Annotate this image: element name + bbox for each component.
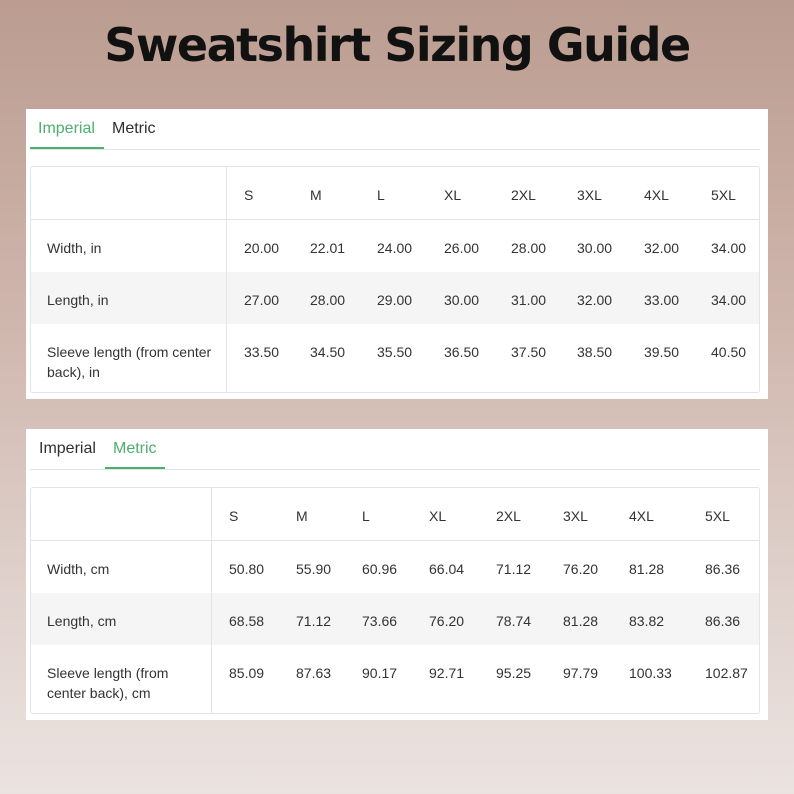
size-header: S — [244, 187, 254, 203]
table-cell: 55.90 — [296, 561, 332, 577]
table-row — [31, 324, 759, 393]
table-cell: 102.87 — [705, 665, 748, 681]
table-cell: 33.00 — [644, 292, 680, 308]
table-cell: 35.50 — [377, 344, 413, 360]
table-cell: 100.33 — [629, 665, 672, 681]
size-header: S — [229, 508, 239, 524]
table-cell: 68.58 — [229, 613, 265, 629]
table-cell: 60.96 — [362, 561, 398, 577]
table-cell: 31.00 — [511, 292, 547, 308]
table-cell: 36.50 — [444, 344, 480, 360]
table-header-row — [31, 167, 759, 220]
table-cell: 34.00 — [711, 240, 747, 256]
size-header: XL — [429, 508, 447, 524]
size-header: XL — [444, 187, 462, 203]
size-header: 2XL — [496, 508, 521, 524]
size-header: L — [377, 187, 385, 203]
unit-tabs — [30, 109, 760, 150]
table-cell: 40.50 — [711, 344, 747, 360]
table-cell: 50.80 — [229, 561, 265, 577]
table-cell: 87.63 — [296, 665, 332, 681]
table-cell: 30.00 — [577, 240, 613, 256]
row-label: Length, cm — [47, 613, 117, 629]
table-cell: 24.00 — [377, 240, 413, 256]
size-header: 5XL — [711, 187, 736, 203]
table-cell: 38.50 — [577, 344, 613, 360]
header-label-cell — [31, 488, 212, 540]
table-cell: 28.00 — [511, 240, 547, 256]
size-header: 4XL — [644, 187, 669, 203]
table-cell: 33.50 — [244, 344, 280, 360]
table-cell: 73.66 — [362, 613, 398, 629]
table-cell: 34.50 — [310, 344, 346, 360]
table-cell: 28.00 — [310, 292, 346, 308]
size-header: M — [296, 508, 308, 524]
table-cell: 39.50 — [644, 344, 680, 360]
table-row — [31, 272, 759, 324]
tab-metric[interactable]: Metric — [112, 120, 156, 137]
size-header: L — [362, 508, 370, 524]
table-cell: 30.00 — [444, 292, 480, 308]
table-cell: 92.71 — [429, 665, 465, 681]
table-cell: 97.79 — [563, 665, 599, 681]
table-cell: 32.00 — [577, 292, 613, 308]
size-header: 4XL — [629, 508, 654, 524]
table-cell: 27.00 — [244, 292, 280, 308]
row-label: Length, in — [47, 292, 109, 308]
table-cell: 26.00 — [444, 240, 480, 256]
metric-size-chart — [26, 429, 768, 720]
tab-imperial[interactable]: Imperial — [30, 120, 104, 149]
size-header: 3XL — [577, 187, 602, 203]
unit-tabs — [30, 429, 760, 470]
table-row — [31, 593, 759, 645]
table-cell: 95.25 — [496, 665, 532, 681]
table-cell: 71.12 — [496, 561, 532, 577]
size-header: 5XL — [705, 508, 730, 524]
table-cell: 86.36 — [705, 561, 741, 577]
table-cell: 86.36 — [705, 613, 741, 629]
size-table — [30, 166, 760, 393]
row-label: Width, in — [47, 240, 102, 256]
table-cell: 85.09 — [229, 665, 265, 681]
table-cell: 34.00 — [711, 292, 747, 308]
table-cell: 20.00 — [244, 240, 280, 256]
table-cell: 76.20 — [563, 561, 599, 577]
page-title: Sweatshirt Sizing Guide — [104, 18, 690, 72]
tab-metric[interactable]: Metric — [105, 440, 165, 469]
row-label: Sleeve length (from center back), cm — [47, 665, 169, 701]
row-label: Width, cm — [47, 561, 110, 577]
table-cell: 76.20 — [429, 613, 465, 629]
table-cell: 37.50 — [511, 344, 547, 360]
table-cell: 71.12 — [296, 613, 332, 629]
table-row — [31, 541, 759, 593]
table-cell: 83.82 — [629, 613, 665, 629]
table-cell: 29.00 — [377, 292, 413, 308]
row-label: Sleeve length (from center back), in — [47, 344, 212, 380]
table-cell: 22.01 — [310, 240, 346, 256]
header-label-cell — [31, 167, 227, 219]
table-cell: 81.28 — [563, 613, 599, 629]
table-cell: 32.00 — [644, 240, 680, 256]
table-row — [31, 645, 759, 714]
table-row — [31, 220, 759, 272]
imperial-size-chart — [26, 109, 768, 399]
table-cell: 81.28 — [629, 561, 665, 577]
table-header-row — [31, 488, 759, 541]
size-header: 3XL — [563, 508, 588, 524]
size-table — [30, 487, 760, 714]
table-cell: 90.17 — [362, 665, 398, 681]
table-cell: 66.04 — [429, 561, 465, 577]
size-header: 2XL — [511, 187, 536, 203]
size-header: M — [310, 187, 322, 203]
table-cell: 78.74 — [496, 613, 532, 629]
tab-imperial[interactable]: Imperial — [39, 440, 96, 457]
